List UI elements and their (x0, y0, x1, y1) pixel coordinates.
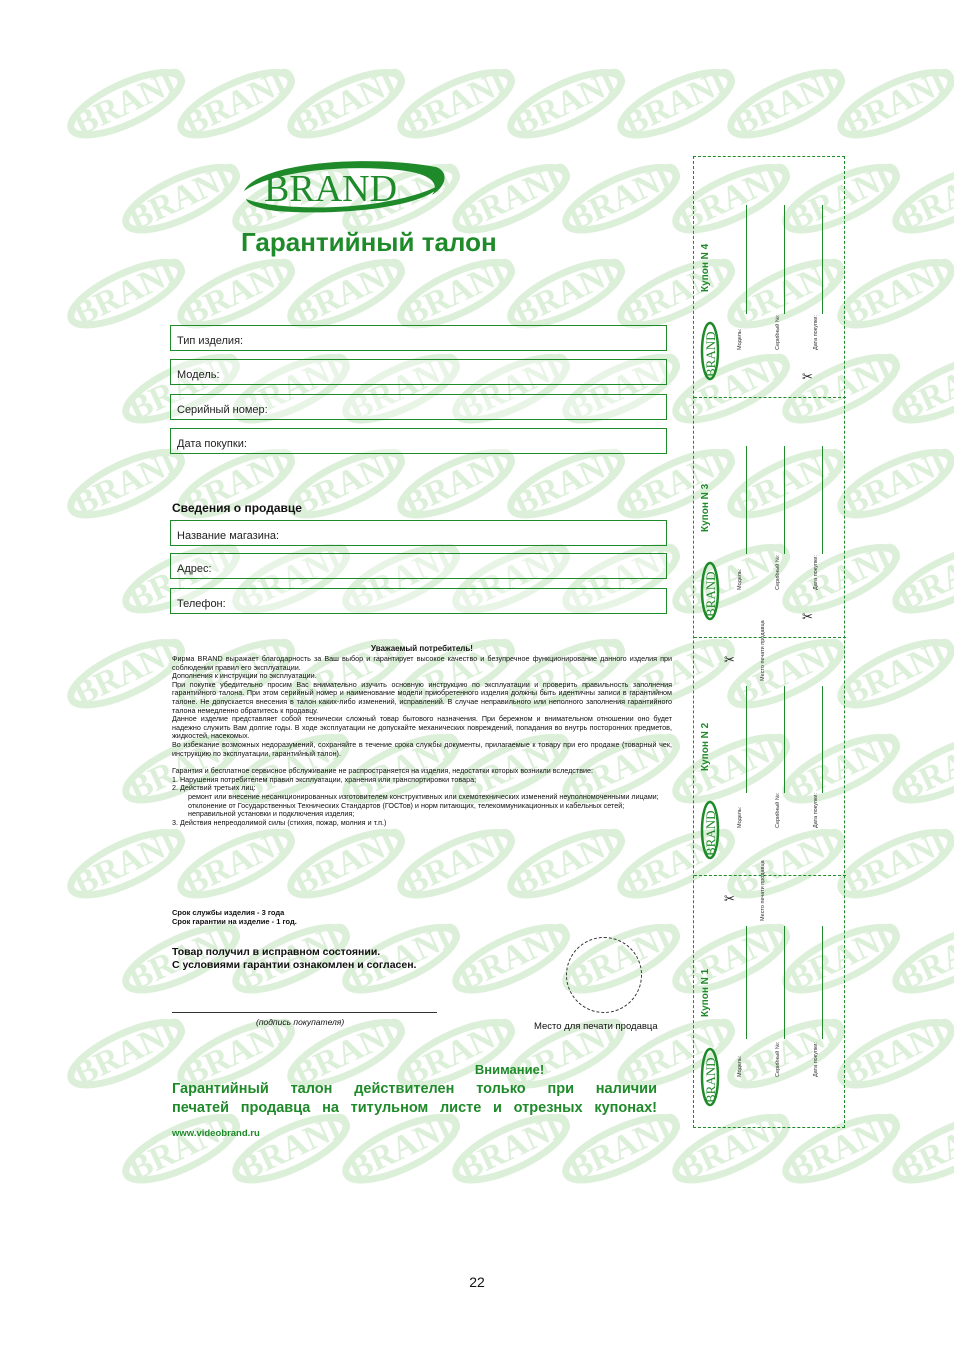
paragraph: 3. Действия непреодолимой силы (стихия, пожар, молния и т.п.) (172, 817, 387, 827)
paragraph: неправильной установки и подключения изделия; (188, 809, 355, 819)
coupon-fill-line[interactable] (822, 205, 823, 313)
service-terms (172, 908, 297, 926)
coupon-date-label: Дата покупки: (813, 314, 819, 350)
field-label: Телефон: (177, 598, 226, 610)
coupon-model-label: Модель: (737, 568, 743, 590)
paragraph: Дополнения к инструкции по эксплуатации. (172, 671, 317, 681)
coupon-serial-label: Серийный №: (775, 1041, 781, 1077)
paragraph: Фирма BRAND выражает благодарность за Ваш выбор и гарантирует высокое качество и безупречное функционирование данного изделия при соблюдении правил его эксплуатации. (172, 654, 672, 672)
scissors-icon: ✂ (802, 369, 813, 385)
coupon-fill-line[interactable] (746, 926, 747, 1039)
model-field[interactable] (170, 359, 667, 385)
scissors-icon: ✂ (802, 609, 813, 625)
coupon-title: Купон N 3 (700, 484, 711, 533)
seller-section-heading: Сведения о продавце (172, 501, 302, 515)
phone-field[interactable] (170, 588, 667, 614)
coupon-title: Купон N 4 (700, 243, 711, 292)
coupon-fill-line[interactable] (746, 446, 747, 554)
coupon-fill-line[interactable] (784, 686, 785, 793)
coupon-fill-line[interactable] (784, 926, 785, 1039)
service-life-text: Срок службы изделия - 3 года (172, 908, 285, 917)
warranty-term-text: Срок гарантии на изделие - 1 год. (172, 917, 297, 926)
purchase-date-field[interactable] (170, 428, 667, 454)
coupon-fill-line[interactable] (746, 686, 747, 793)
scissors-icon: ✂ (724, 891, 735, 907)
coupon-title: Купон N 2 (700, 723, 711, 772)
notice-line: печатей продавца на титульном листе и отрезных купонах! (172, 1100, 657, 1116)
brand-logo (236, 155, 448, 217)
coupon-brand-logo (700, 1047, 720, 1107)
logo-text: BRAND (703, 810, 718, 856)
coupon-fill-line[interactable] (784, 205, 785, 313)
coupon-model-label: Модель: (737, 807, 743, 829)
coupon-4[interactable] (694, 157, 846, 398)
notice-line: Гарантийный талон действителен только при наличии (172, 1081, 657, 1097)
acceptance-line: С условиями гарантии ознакомлен и согласен. (172, 959, 417, 971)
coupon-fill-line[interactable] (822, 446, 823, 554)
paragraph: ремонт или внесение несанкционированных изготовителем конструктивных или схемотехнических изменений неуполномоченными лицами; (188, 791, 659, 801)
coupon-model-label: Модель: (737, 1055, 743, 1077)
address-field[interactable] (170, 553, 667, 579)
logo-text: BRAND (703, 1057, 718, 1103)
attention-heading: Внимание! (474, 1062, 545, 1077)
coupon-title: Купон N 1 (700, 968, 711, 1017)
coupon-3[interactable] (694, 398, 846, 638)
scissors-icon: ✂ (724, 652, 735, 668)
coupon-fill-line[interactable] (784, 446, 785, 554)
consumer-greeting: Уважаемый потребитель! (371, 644, 473, 653)
acceptance-line: Товар получил в исправном состоянии. (172, 946, 381, 958)
logo-text: BRAND (264, 168, 398, 210)
paragraph: отклонение от Государственных Технических Стандартов (ГОСТов) и норм питающих, телекоммуникационных и кабельных сетей; (188, 800, 625, 810)
coupon-serial-label: Серийный №: (775, 314, 781, 350)
field-label: Тип изделия: (177, 335, 244, 347)
coupon-stamp-label: Место печати продавца (760, 620, 766, 681)
store-name-field[interactable] (170, 520, 667, 546)
logo-text: BRAND (703, 331, 718, 377)
field-label: Дата покупки: (177, 438, 247, 450)
coupon-fill-line[interactable] (822, 926, 823, 1039)
coupon-1[interactable] (694, 860, 846, 1127)
warranty-card-sheet (136, 107, 883, 1164)
paragraph: При покупке убедительно просим Вас внимательно изучить основную инструкцию по эксплуатации и проверить правильность заполнения гарантийного талона. При этом серийный номер и наименование модели приобретенного изделия должны быть идентичны записи в гарантийном талоне. Не допускается внесения в талон каких-либо изменений, исправлений. В случае неправильного или неполного заполнения гарантийного талона немедленно обратитесь к продавцу. (172, 679, 672, 715)
acceptance-statement (172, 946, 416, 972)
coupon-brand-logo (700, 321, 720, 381)
seal-caption: Место для печати продавца (534, 1021, 658, 1032)
logo-text: BRAND (703, 571, 718, 618)
coupon-brand-logo (700, 561, 720, 621)
field-label: Серийный номер: (177, 404, 268, 416)
coupon-stamp-label: Место печати продавца (760, 860, 766, 922)
page-title: Гарантийный талон (241, 227, 497, 257)
coupon-date-label: Дата покупки: (813, 555, 819, 590)
coupon-serial-label: Серийный №: (775, 554, 781, 590)
page-number: 22 (469, 1274, 485, 1290)
coupon-date-label: Дата покупки: (813, 793, 819, 829)
coupon-serial-label: Серийный №: (775, 793, 781, 829)
warranty-conditions-text (172, 655, 672, 827)
paragraph: 1. Нарушения потребителем правил эксплуатации, хранения или транспортировки товара; (172, 774, 477, 784)
tear-off-coupons (693, 156, 845, 1128)
product-type-field[interactable] (170, 325, 667, 351)
coupon-fill-line[interactable] (822, 686, 823, 793)
field-label: Название магазина: (177, 530, 280, 542)
signature-caption: (подпись покупателя) (256, 1017, 345, 1027)
coupon-model-label: Модель: (737, 328, 743, 350)
field-label: Модель: (177, 369, 220, 381)
coupon-date-label: Дата покупки: (813, 1041, 819, 1077)
field-label: Адрес: (177, 563, 212, 575)
serial-number-field[interactable] (170, 394, 667, 420)
signature-line[interactable] (172, 1012, 437, 1013)
paragraph: 2. Действий третьих лиц: (172, 783, 256, 793)
paragraph: Гарантия и бесплатное сервисное обслуживание не распространяется на изделия, недостатки которых возникли вследствие: (172, 766, 594, 776)
validity-notice (172, 1080, 657, 1118)
paragraph: Данное изделие представляет собой технически сложный товар бытового назначения. При бережном и внимательном отношении оно будет надежно служить Вам долгие годы. В ходе эксплуатации не допускайте механических повреждений, попадания во внутрь посторонних предметов, жидкостей, насекомых. (172, 714, 672, 741)
coupon-2[interactable] (694, 620, 846, 876)
coupon-brand-logo (700, 800, 720, 860)
seal-placeholder (566, 937, 642, 1013)
coupon-fill-line[interactable] (746, 205, 747, 313)
paragraph: Во избежание возможных недоразумений, сохраняйте в течение срока службы документы, прилагаемые к товару при его продаже (товарный чек, инструкцию по эксплуатации, гарантийный талон). (172, 739, 672, 758)
website-link[interactable]: www.videobrand.ru (172, 1128, 260, 1139)
